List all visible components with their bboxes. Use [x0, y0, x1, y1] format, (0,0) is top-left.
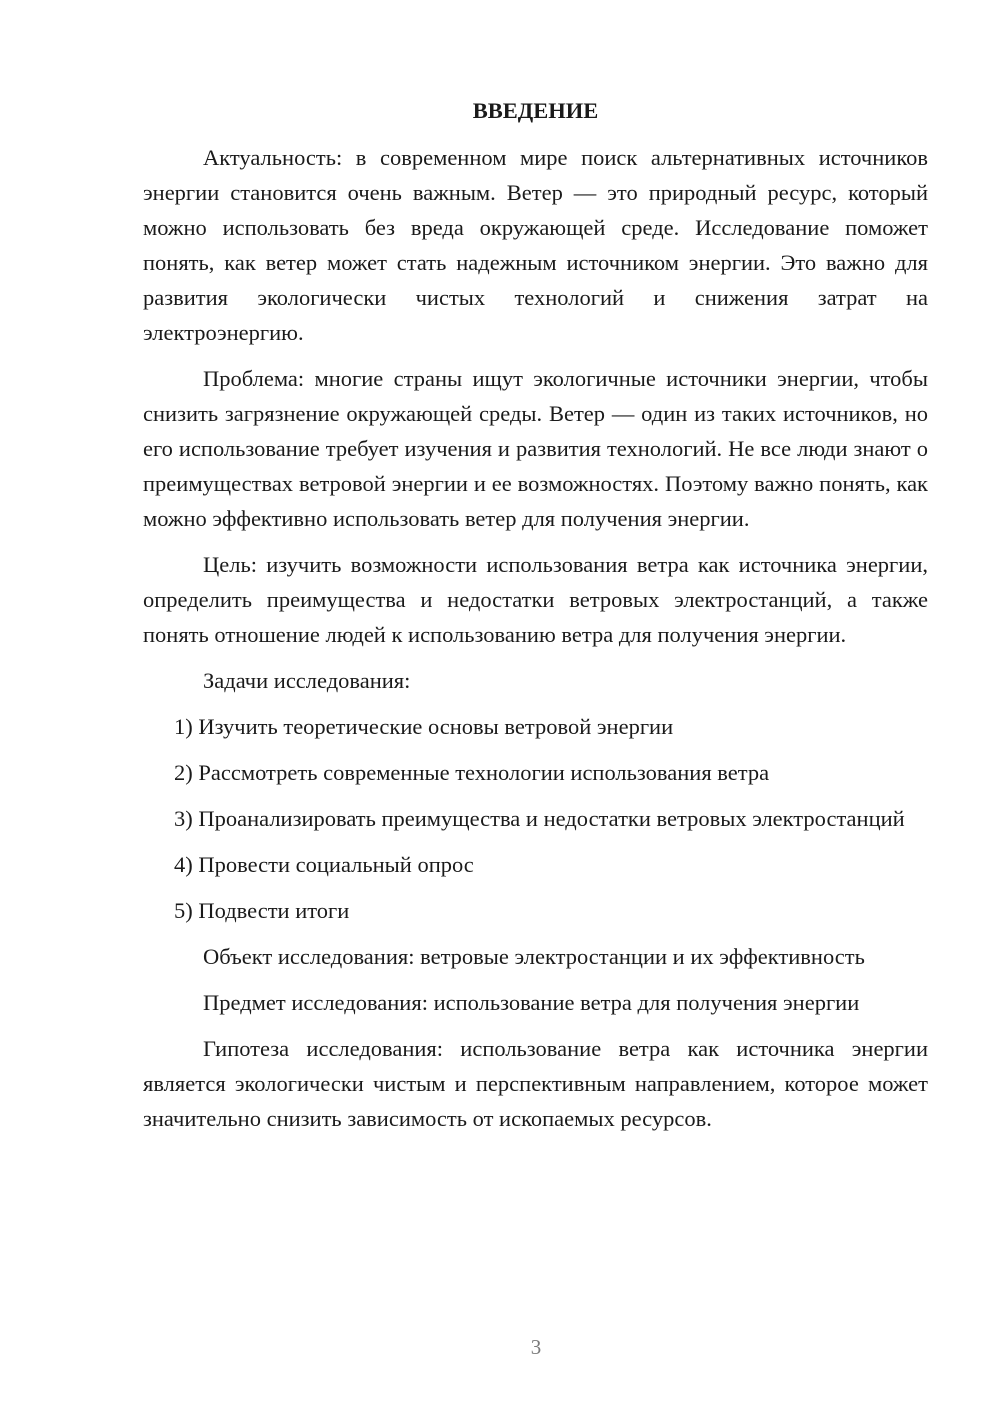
task-item-5: 5) Подвести итоги [174, 898, 350, 923]
task-item-2: 2) Рассмотреть современные технологии использования ветра [174, 760, 770, 785]
object-paragraph: Объект исследования: ветровые электростанции и их эффективность [203, 944, 865, 969]
page-content [143, 93, 928, 1147]
subject-paragraph: Предмет исследования: использование ветра для получения энергии [203, 990, 860, 1015]
goal-paragraph: Цель: изучить возможности использования ветра как источника энергии, определить преимущества и недостатки ветровых электростанций, а также понять отношение людей к использованию ветра для получения энергии. [143, 552, 928, 647]
task-item-1: 1) Изучить теоретические основы ветровой энергии [174, 714, 674, 739]
task-item-4: 4) Провести социальный опрос [174, 852, 474, 877]
task-item-3: 3) Проанализировать преимущества и недостатки ветровых электростанций [174, 806, 905, 831]
page-title: ВВЕДЕНИЕ [472, 98, 599, 123]
hypothesis-paragraph: Гипотеза исследования: использование ветра как источника энергии является экологически чистым и перспективным направлением, которое может значительно снизить зависимость от ископаемых ресурсов. [143, 1036, 928, 1131]
problem-paragraph: Проблема: многие страны ищут экологичные источники энергии, чтобы снизить загрязнение окружающей среды. Ветер — один из таких источников, но его использование требует изучения и развития технологий. Не все люди знают о преимуществах ветровой энергии и ее возможностях. Поэтому важно понять, как можно эффективно использовать ветер для получения энергии. [143, 366, 928, 531]
relevance-paragraph: Актуальность: в современном мире поиск альтернативных источников энергии становится очень важным. Ветер — это природный ресурс, который можно использовать без вреда окружающей среде. Исследование поможет понять, как ветер может стать надежным источником энергии. Это важно для развития экологически чистых технологий и снижения затрат на электроэнергию. [143, 145, 928, 345]
tasks-heading: Задачи исследования: [203, 668, 411, 693]
page-number: 3 [530, 1335, 542, 1359]
